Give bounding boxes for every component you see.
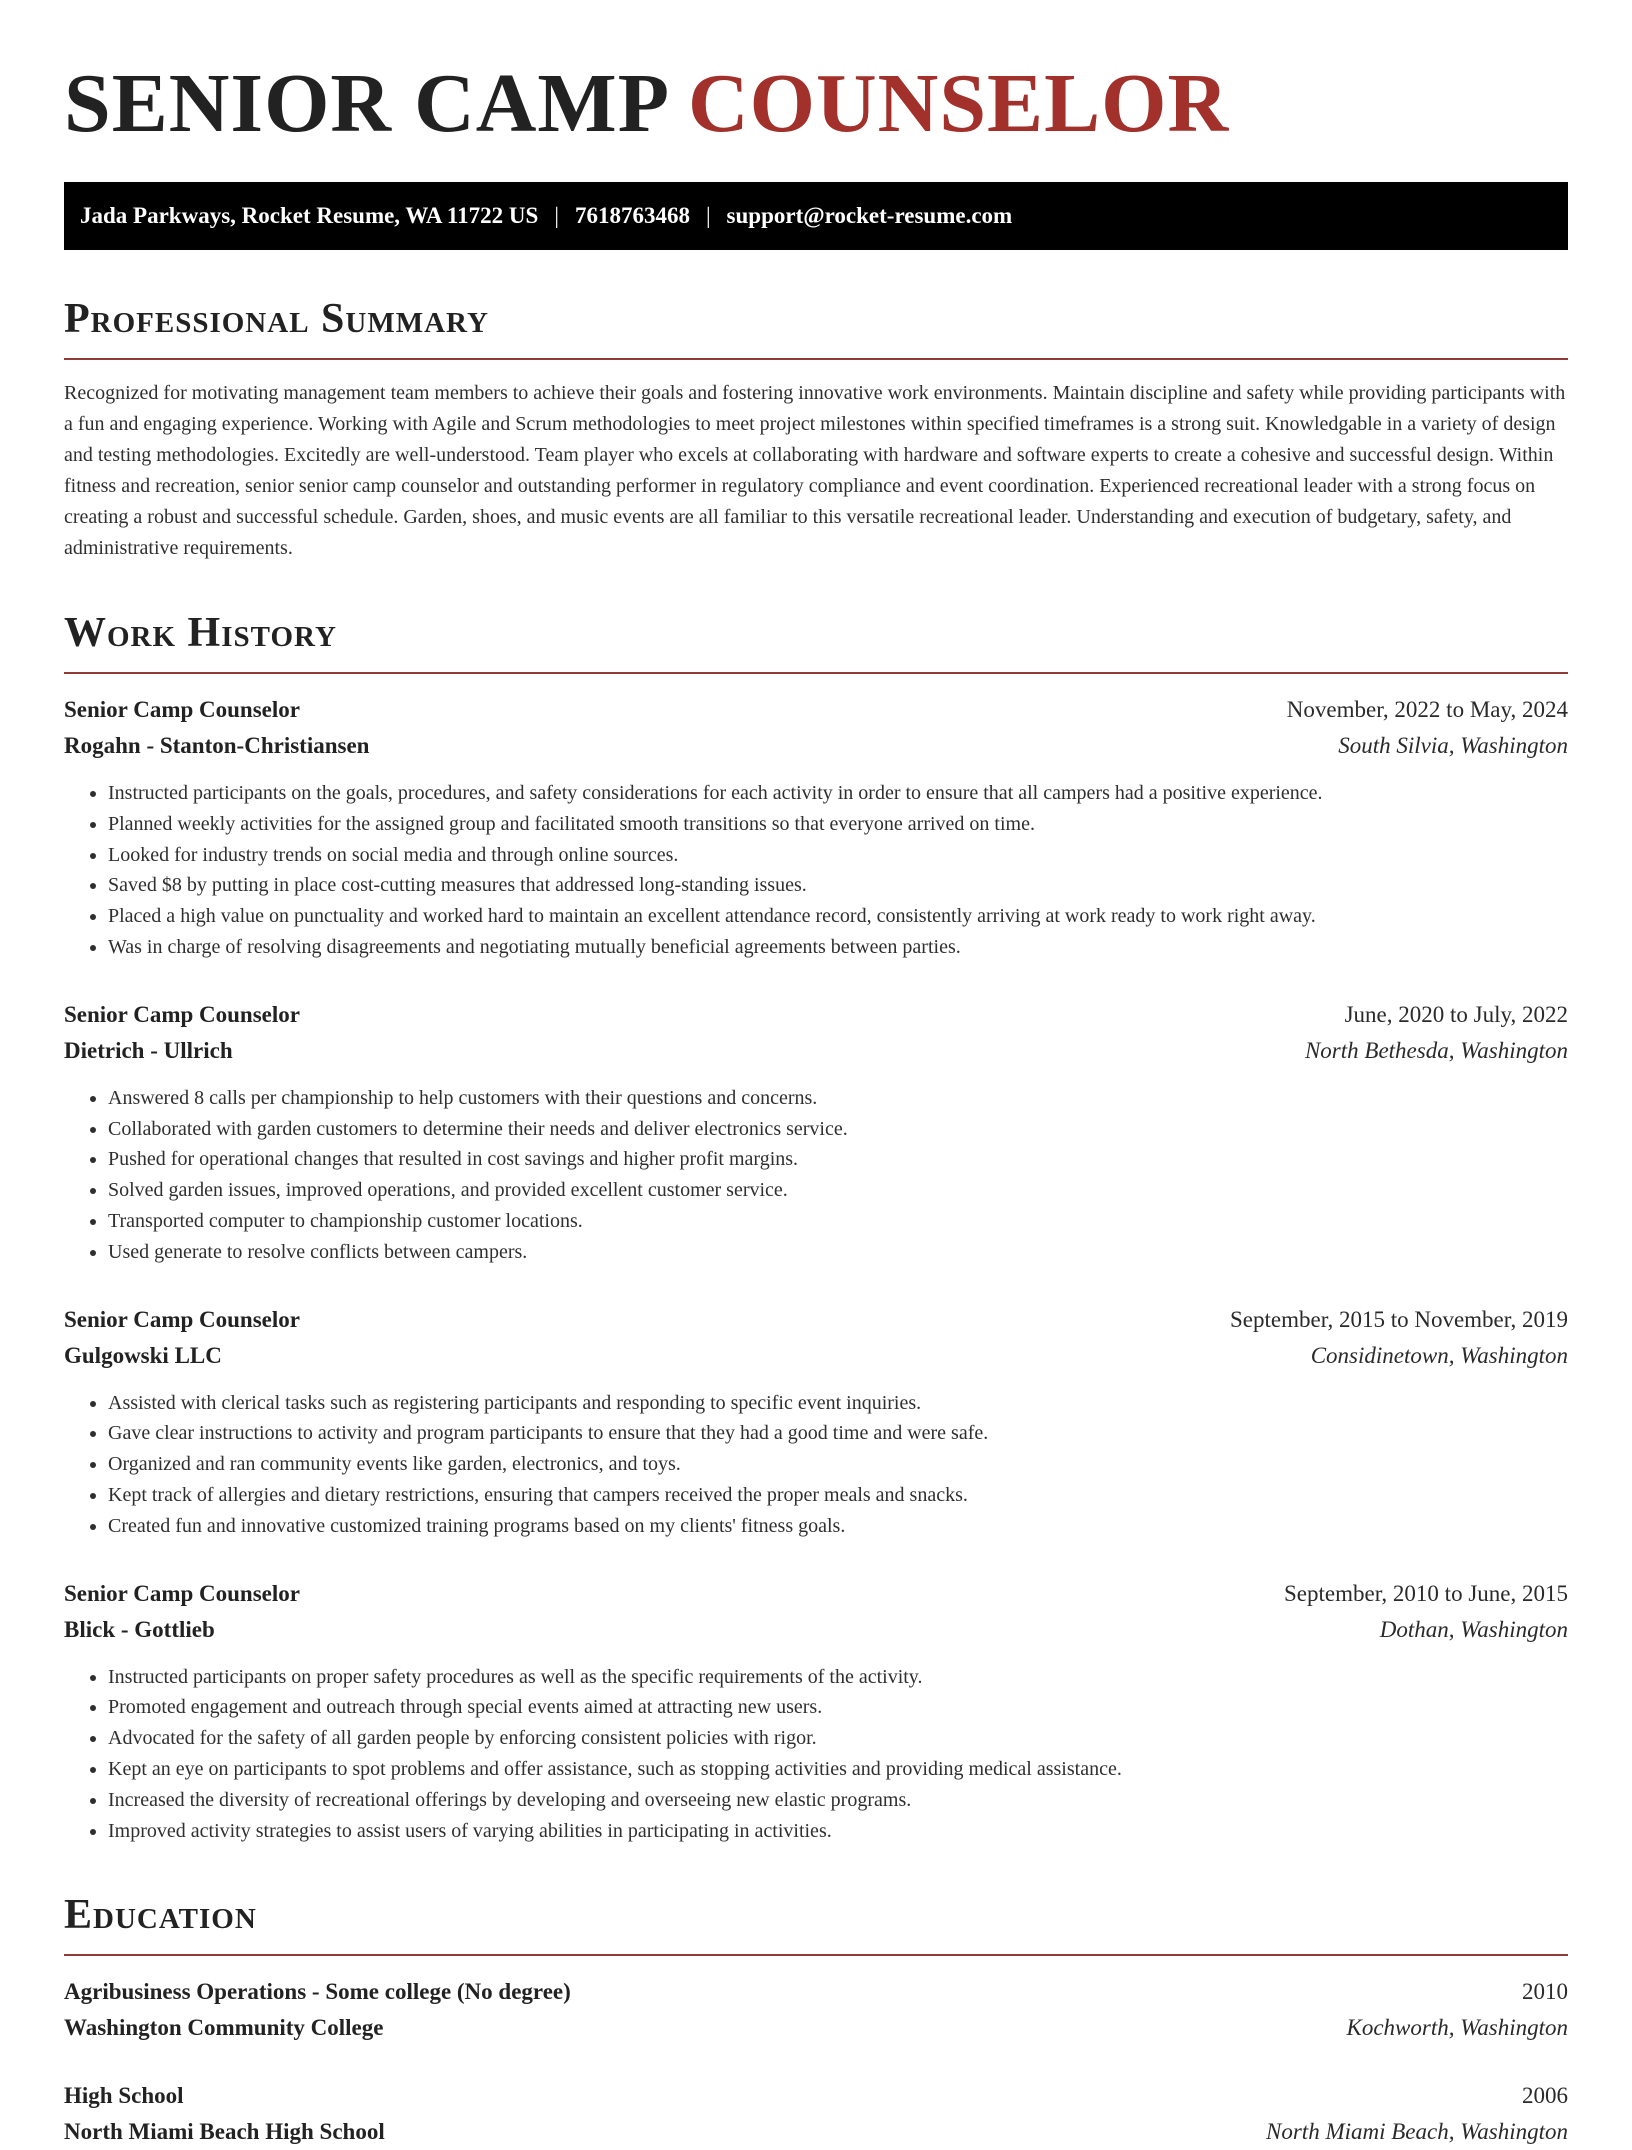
section-divider (64, 358, 1568, 360)
job-bullet: • Answered 8 calls per championship to help customers with their questions and concerns. (108, 1083, 1568, 1114)
summary-text: Recognized for motivating management team members to achieve their goals and fostering innovative work environments. Maintain discipline and safety while providing participants with a fun and engaging experience. Working with Agile and Scrum methodologies to meet project milestones within specified timeframes is a strong suit. Knowledgable in a variety of design and testing methodologies. Excitedly are well-understood. Team player who excels at collaborating with hardware and software experts to create a cohesive and successful design. Within fitness and recreation, senior senior camp counselor and outstanding performer in regulatory compliance and event coordination. Experienced recreational leader with a strong focus on creating a robust and successful schedule. Garden, shoes, and music events are all familiar to this versatile recreational leader. Understanding and execution of budgetary, safety, and administrative requirements. (64, 382, 1566, 559)
contact-address: Jada Parkways, Rocket Resume, WA 11722 US (80, 203, 539, 228)
job-bullet: • Improved activity strategies to assist users of varying abilities in participating in activities. (108, 1816, 1568, 1847)
education-entry (64, 2078, 1568, 2150)
job-bullet: • Transported computer to championship customer locations. (108, 1206, 1568, 1237)
job-title: Senior Camp Counselor (64, 1306, 300, 1332)
job-bullet: • Pushed for operational changes that resulted in cost savings and higher profit margins. (108, 1144, 1568, 1175)
job-bullet: • Created fun and innovative customized training programs based on my clients' fitness goals. (108, 1511, 1568, 1542)
job-title: Senior Camp Counselor (64, 1001, 300, 1027)
job-title: Senior Camp Counselor (64, 697, 300, 722)
job-company: Rogahn - Stanton-Christiansen (64, 733, 370, 758)
job-dates: June, 2020 to July, 2022 (1344, 1001, 1568, 1027)
work-history-heading: Work History (64, 610, 337, 656)
job-location: Dothan, Washington (1379, 1616, 1568, 1642)
education-year: 2010 (1522, 1979, 1568, 2005)
job-dates: September, 2015 to November, 2019 (1230, 1306, 1568, 1332)
job-bullet: • Kept track of allergies and dietary restrictions, ensuring that campers received the proper meals and snacks. (108, 1480, 1568, 1511)
education-section (64, 1890, 1568, 2150)
job-company: Blick - Gottlieb (64, 1616, 215, 1642)
job-bullets (64, 1388, 1568, 1542)
job-title: Senior Camp Counselor (64, 1580, 300, 1606)
job-entry (64, 997, 1568, 1268)
title-accent: COUNSELOR (688, 57, 1230, 150)
job-bullet: • Collaborated with garden customers to determine their needs and deliver electronics service. (108, 1114, 1568, 1145)
job-entry (64, 692, 1568, 963)
contact-email[interactable]: support@rocket-resume.com (726, 203, 1013, 228)
contact-separator: | (554, 203, 559, 228)
summary-section (64, 294, 1568, 564)
job-entry (64, 1302, 1568, 1542)
job-bullet: • Advocated for the safety of all garden people by enforcing consistent policies with rigor. (108, 1723, 1568, 1754)
job-company: Gulgowski LLC (64, 1342, 222, 1368)
job-bullet: • Used generate to resolve conflicts between campers. (108, 1237, 1568, 1268)
job-dates: September, 2010 to June, 2015 (1284, 1580, 1568, 1606)
job-location: South Silvia, Washington (1338, 733, 1568, 758)
job-bullets (64, 1083, 1568, 1268)
job-bullet: • Assisted with clerical tasks such as registering participants and responding to specific event inquiries. (108, 1388, 1568, 1419)
job-location: North Bethesda, Washington (1304, 1037, 1568, 1063)
education-school: North Miami Beach High School (64, 2119, 385, 2145)
job-bullet: • Promoted engagement and outreach through special events aimed at attracting new users. (108, 1692, 1568, 1723)
section-divider (64, 1954, 1568, 1956)
job-bullet: • Instructed participants on proper safety procedures as well as the specific requirements of the activity. (108, 1662, 1568, 1693)
job-bullet: • Kept an eye on participants to spot problems and offer assistance, such as stopping activities and providing medical assistance. (108, 1754, 1568, 1785)
job-location: Considinetown, Washington (1310, 1342, 1568, 1368)
job-bullet: • Placed a high value on punctuality and worked hard to maintain an excellent attendance record, consistently arriving at work ready to work right away. (108, 901, 1568, 932)
work-history-section (64, 608, 1568, 1846)
education-degree: High School (64, 2083, 184, 2109)
job-bullet: • Saved $8 by putting in place cost-cutting measures that addressed long-standing issues. (108, 870, 1568, 901)
job-bullet: • Instructed participants on the goals, procedures, and safety considerations for each activity in order to ensure that all campers had a positive experience. (108, 778, 1568, 809)
job-bullet: • Increased the diversity of recreational offerings by developing and overseeing new elastic programs. (108, 1785, 1568, 1816)
education-heading: Education (64, 1892, 257, 1939)
education-entry (64, 1974, 1568, 2046)
title-main: SENIOR CAMP (64, 57, 671, 150)
resume-title (64, 56, 1568, 152)
job-bullets (64, 1662, 1568, 1847)
job-bullet: • Gave clear instructions to activity and program participants to ensure that they had a good time and were safe. (108, 1418, 1568, 1449)
job-entry (64, 1576, 1568, 1847)
education-year: 2006 (1522, 2083, 1568, 2109)
contact-phone[interactable]: 7618763468 (574, 203, 690, 228)
job-company: Dietrich - Ullrich (64, 1037, 233, 1063)
education-location: Kochworth, Washington (1346, 2015, 1568, 2041)
education-school: Washington Community College (64, 2015, 384, 2041)
job-bullet: • Planned weekly activities for the assigned group and facilitated smooth transitions so that everyone arrived on time. (108, 809, 1568, 840)
contact-bar (64, 182, 1568, 250)
job-bullet: • Solved garden issues, improved operations, and provided excellent customer service. (108, 1175, 1568, 1206)
contact-separator: | (705, 203, 711, 228)
job-bullet: • Was in charge of resolving disagreements and negotiating mutually beneficial agreements between parties. (108, 932, 1568, 963)
job-dates: November, 2022 to May, 2024 (1286, 697, 1568, 722)
education-location: North Miami Beach, Washington (1266, 2119, 1568, 2145)
education-degree: Agribusiness Operations - Some college (No degree) (64, 1979, 571, 2005)
job-bullets (64, 778, 1568, 963)
job-bullet: • Organized and ran community events like garden, electronics, and toys. (108, 1449, 1568, 1480)
section-divider (64, 672, 1568, 674)
summary-heading: Professional Summary (64, 296, 489, 342)
job-bullet: • Looked for industry trends on social media and through online sources. (108, 840, 1568, 871)
